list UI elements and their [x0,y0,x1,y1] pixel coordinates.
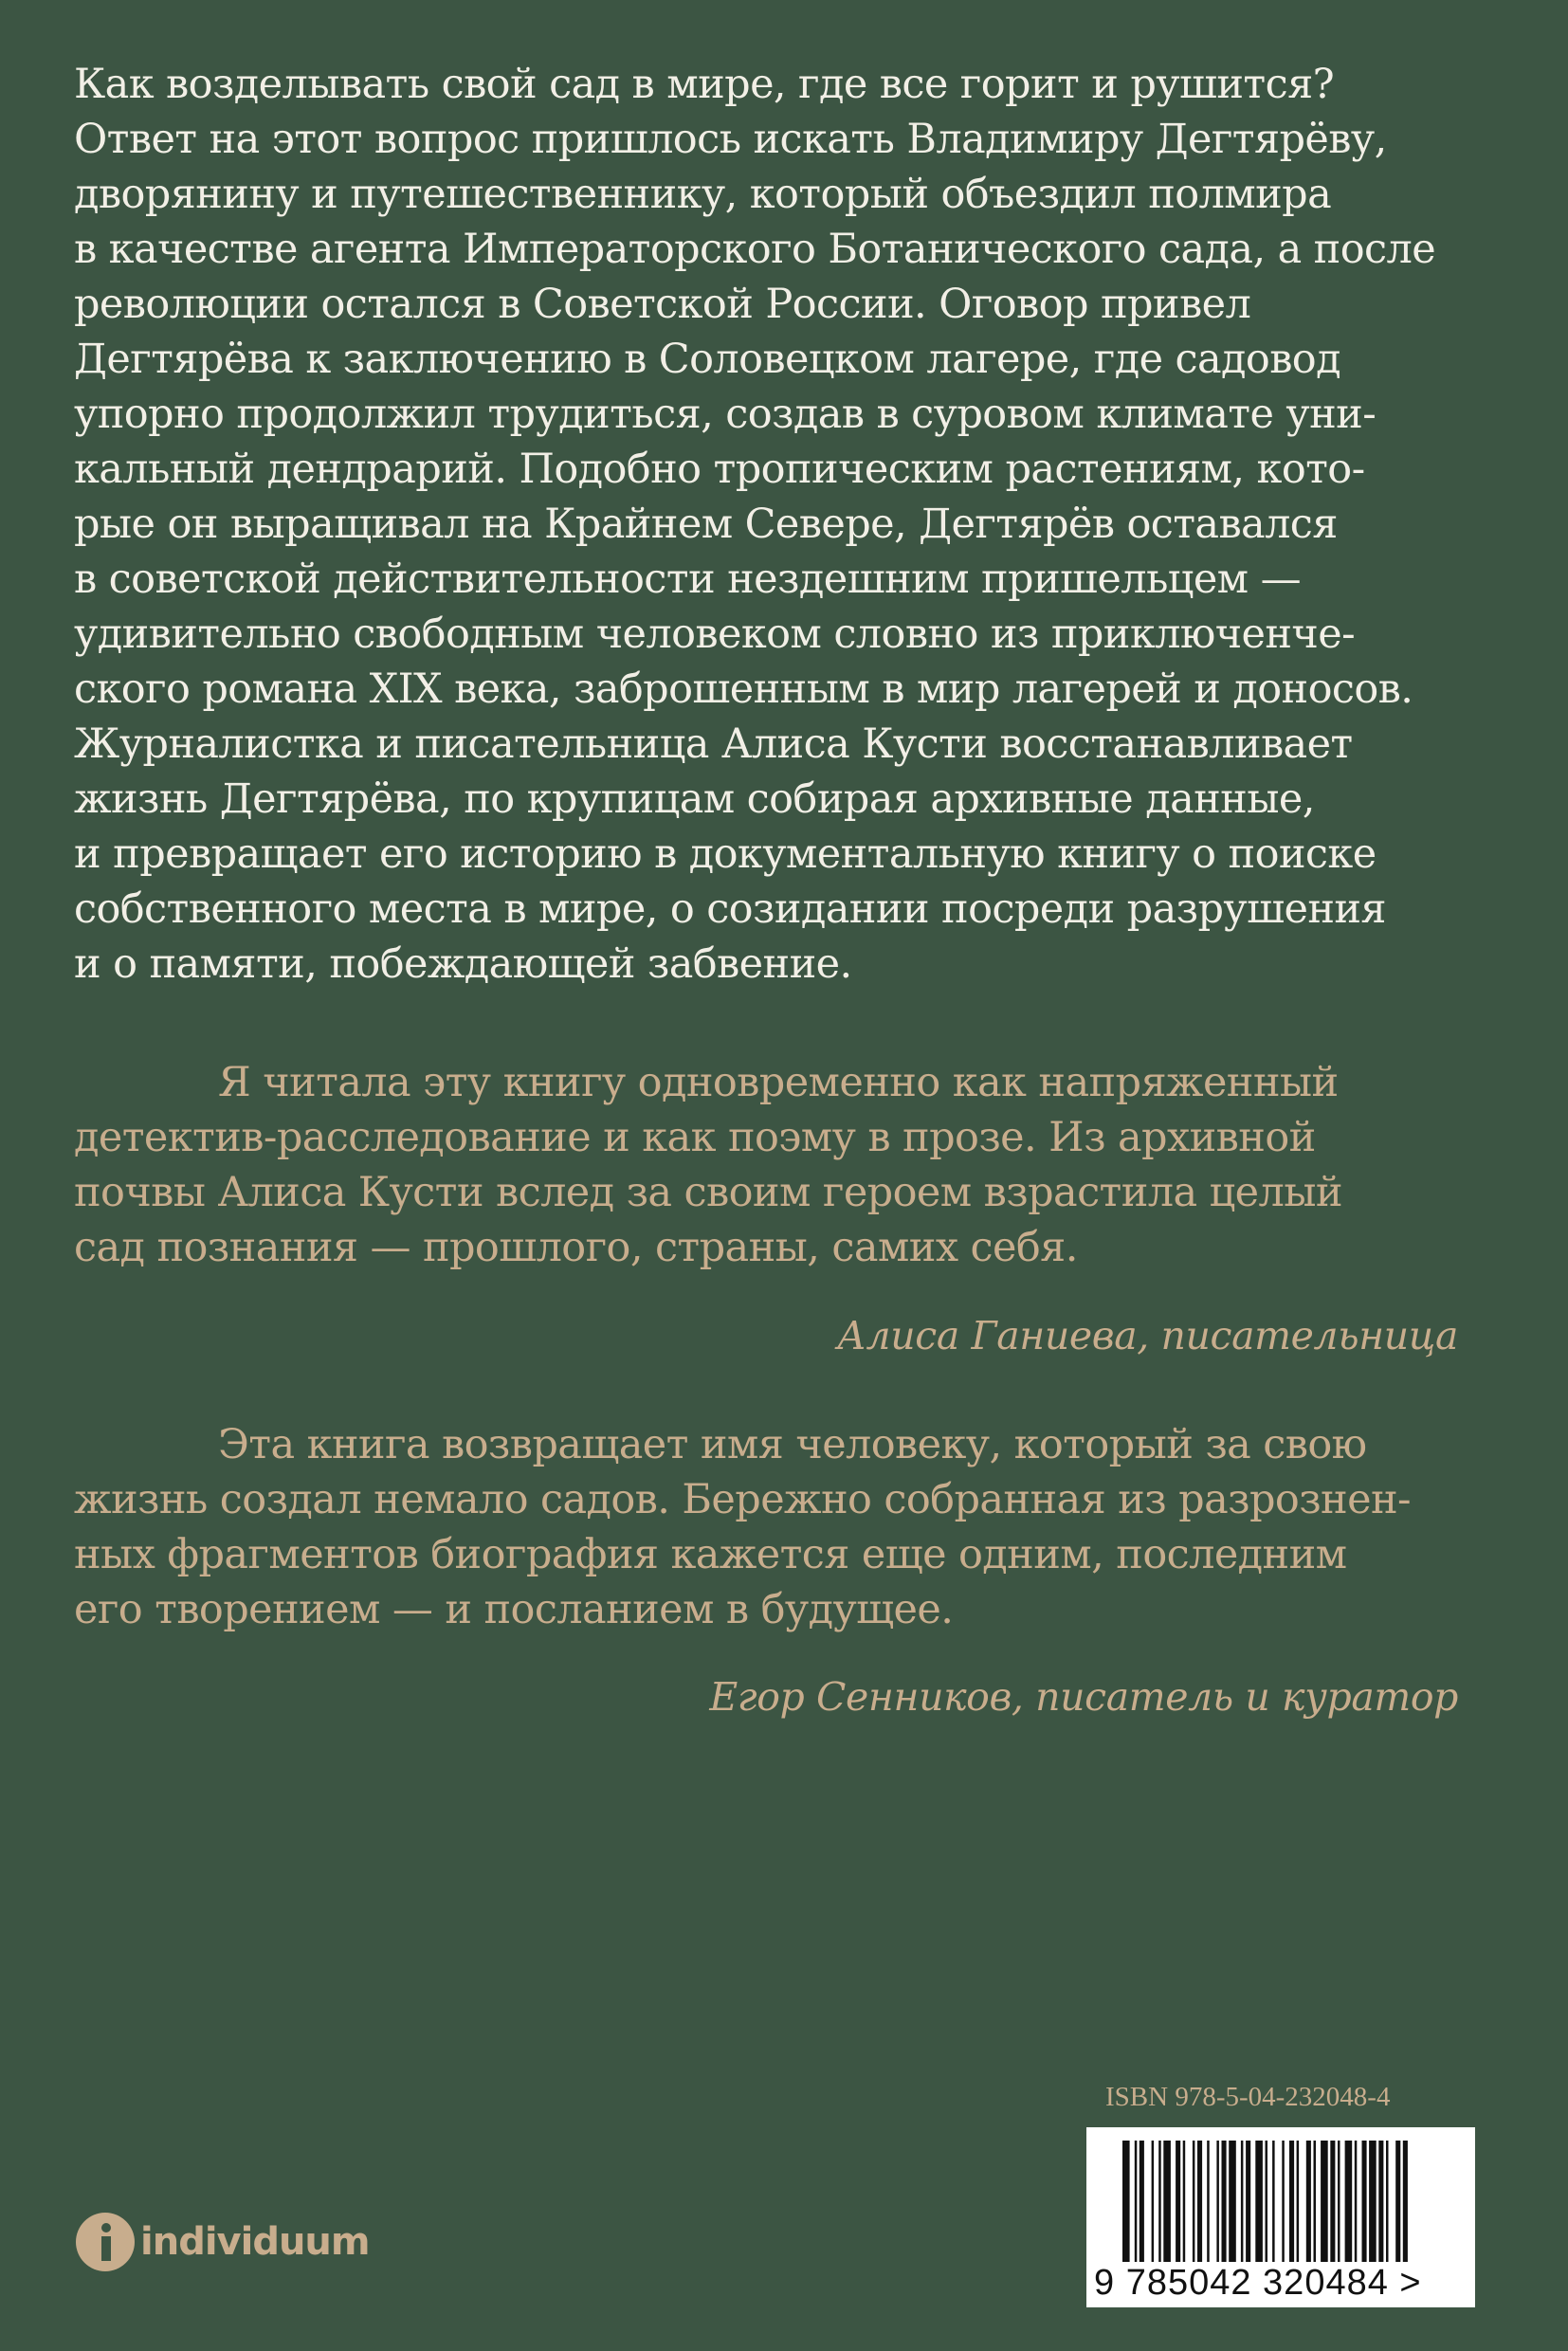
barcode-bar [1222,2141,1227,2262]
quote-line: Я читала эту книгу одновременно как напряженный [218,1059,1339,1106]
barcode-bar [1403,2141,1408,2262]
quote-line: почвы Алиса Кусти вслед за своим героем взрастила целый [74,1169,1342,1216]
description-line: в советской действительности нездешним пришельцем — [74,556,1302,603]
barcode-bar [1183,2141,1186,2262]
quote-line: детектив-расследование и как поэму в прозе. Из архивной [74,1114,1316,1161]
description-line: кальный дендрарий. Подобно тропическим растениям, кото- [74,446,1365,493]
barcode-bar [1362,2141,1367,2262]
barcode-bar [1246,2141,1250,2262]
barcode-bar [1289,2141,1294,2262]
barcode-bar [1229,2141,1236,2262]
barcode-bar [1369,2141,1377,2262]
description-text [74,57,1496,992]
quote-attribution-sennikov: Егор Сенников, писатель и куратор [709,1674,1458,1720]
barcode-digits: 9 785042 320484 > [1094,2263,1422,2303]
barcode-bar [1140,2141,1144,2262]
barcode-bar [1306,2141,1311,2262]
barcode-bar [1158,2141,1161,2262]
individuum-i-logo-icon [76,2213,135,2271]
description-line: рые он выращивал на Крайнем Севере, Дегтярёв оставался [74,501,1338,548]
description-line: собственного места в мире, о созидании посреди разрушения [74,885,1386,933]
barcode-bar [1135,2141,1138,2262]
barcode-bar [1314,2141,1317,2262]
barcode-bar [1345,2141,1353,2262]
publisher-name: individuum [140,2220,370,2264]
quote-line: Эта книга возвращает имя человеку, который за свою [218,1421,1367,1468]
description-line: и превращает его историю в документальную книгу о поиске [74,830,1377,878]
barcode-bar [1355,2141,1358,2262]
blurb-quote-ganieva [74,1055,1496,1275]
isbn-label: ISBN 978-5-04-232048-4 [1105,2082,1391,2112]
quote-line: сад познания — прошлого, страны, самих себя. [74,1224,1078,1271]
barcode-bar [1207,2141,1210,2262]
description-line: удивительно свободным человеком словно из приключенче- [74,611,1356,658]
barcode-bar [1297,2141,1300,2262]
barcode-bar [1122,2141,1130,2262]
description-line: Дегтярёва к заключению в Соловецком лагере, где садовод [74,336,1340,383]
isbn-barcode [1086,2127,1475,2307]
quote-attribution-ganieva: Алиса Ганиева, писательница [836,1313,1458,1358]
barcode-bar [1255,2141,1263,2262]
barcode-bar [1282,2141,1285,2262]
description-line: революции остался в Советской России. Оговор привел [74,281,1251,328]
barcode-bar [1193,2141,1195,2262]
description-line: упорно продолжил трудиться, создав в суровом климате уни- [74,391,1377,438]
description-line: ского романа XIX века, заброшенным в мир лагерей и доносов. [74,665,1413,713]
barcode-bar [1338,2141,1340,2262]
quote-line: жизнь создал немало садов. Бережно собранная из разрознен- [74,1476,1411,1523]
barcode-bar [1216,2141,1219,2262]
blurb-quote-sennikov [74,1417,1496,1637]
description-line: дворянину и путешественнику, который объездил полмира [74,171,1332,218]
barcode-bar [1386,2141,1389,2262]
barcode-bar [1241,2141,1244,2262]
description-line: жизнь Дегтярёва, по крупицам собирая архивные данные, [74,775,1315,823]
barcode-bar [1176,2141,1180,2262]
description-line: Как возделывать свой сад в мире, где все горит и рушится? [74,61,1335,108]
description-line: Журналистка и писательница Алиса Кусти восстанавливает [74,720,1353,768]
barcode-bar [1395,2141,1400,2262]
description-line: и о памяти, побеждающей забвение. [74,940,852,988]
quote-line: ных фрагментов биография кажется еще одним, последним [74,1531,1347,1578]
barcode-bar [1321,2141,1328,2262]
barcode-bar [1163,2141,1171,2262]
barcode-bar [1152,2141,1155,2262]
barcode-bar [1272,2141,1275,2262]
quote-line: его творением — и посланием в будущее. [74,1586,954,1633]
barcode-bar [1378,2141,1383,2262]
publisher-logo [76,2211,370,2273]
description-line: Ответ на этот вопрос пришлось искать Владимиру Дегтярёву, [74,116,1387,163]
barcode-bar [1197,2141,1202,2262]
barcode-bar [1330,2141,1335,2262]
description-line: в качестве агента Императорского Ботанического сада, а после [74,226,1436,273]
barcode-bar [1266,2141,1268,2262]
